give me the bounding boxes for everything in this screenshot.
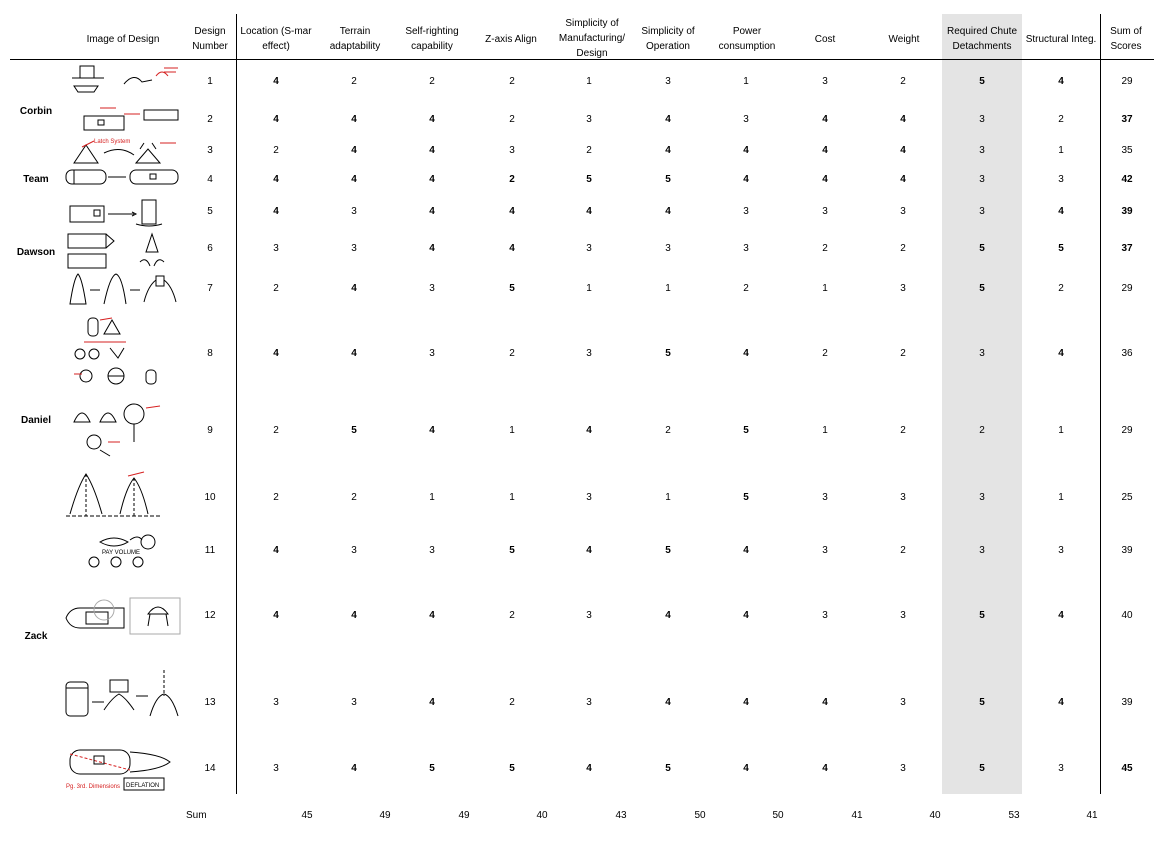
score-cell-structural: 3 bbox=[1058, 545, 1064, 556]
score-cell-simplicity-operation: 5 bbox=[665, 763, 671, 774]
score-cell-self-righting: 4 bbox=[429, 425, 435, 436]
score-cell-location: 2 bbox=[273, 425, 279, 436]
score-cell-chute: 3 bbox=[979, 174, 985, 185]
header-image: Image of Design bbox=[86, 34, 160, 45]
score-cell-z-axis: 5 bbox=[509, 283, 515, 294]
score-cell-chute: 5 bbox=[979, 76, 985, 87]
svg-text:Pg. 3rd. Dimensions: Pg. 3rd. Dimensions bbox=[66, 784, 121, 790]
score-cell-simplicity-operation: 4 bbox=[665, 114, 671, 125]
score-cell-cost: 3 bbox=[822, 76, 828, 87]
score-cell-power: 4 bbox=[743, 545, 749, 556]
score-cell-z-axis: 5 bbox=[509, 763, 515, 774]
svg-text:Latch System: Latch System bbox=[94, 139, 131, 145]
header-rule bbox=[10, 59, 1154, 60]
score-cell-sum-of-scores: 29 bbox=[1121, 283, 1133, 294]
score-cell-simplicity-manufacturing: 3 bbox=[586, 610, 592, 621]
score-cell-weight: 3 bbox=[900, 206, 906, 217]
design-number-cell: 6 bbox=[207, 243, 213, 254]
score-cell-weight: 2 bbox=[900, 425, 906, 436]
score-cell-cost: 2 bbox=[822, 348, 828, 359]
design-sketch-1 bbox=[64, 62, 184, 94]
score-cell-self-righting: 4 bbox=[429, 145, 435, 156]
score-cell-power: 4 bbox=[743, 763, 749, 774]
score-cell-power: 2 bbox=[743, 283, 749, 294]
header-simplicity-manufacturing: Simplicity of Manufacturing/ Design bbox=[558, 18, 626, 59]
score-cell-cost: 3 bbox=[822, 492, 828, 503]
svg-text:PAY VOLUME: PAY VOLUME bbox=[102, 550, 141, 556]
score-cell-structural: 4 bbox=[1058, 206, 1064, 217]
score-cell-power: 5 bbox=[743, 492, 749, 503]
score-cell-simplicity-manufacturing: 1 bbox=[586, 76, 592, 87]
score-cell-weight: 3 bbox=[900, 697, 906, 708]
score-cell-sum-of-scores: 29 bbox=[1121, 76, 1133, 87]
score-cell-power: 3 bbox=[743, 243, 749, 254]
score-cell-sum-of-scores: 36 bbox=[1121, 348, 1133, 359]
score-cell-location: 3 bbox=[273, 697, 279, 708]
score-cell-sum-of-scores: 25 bbox=[1121, 492, 1133, 503]
score-cell-structural: 3 bbox=[1058, 174, 1064, 185]
score-cell-simplicity-operation: 4 bbox=[665, 697, 671, 708]
design-number-cell: 9 bbox=[207, 425, 213, 436]
score-cell-location: 3 bbox=[273, 763, 279, 774]
design-sketch-10 bbox=[64, 470, 184, 520]
score-cell-simplicity-operation: 5 bbox=[665, 174, 671, 185]
score-cell-simplicity-operation: 4 bbox=[665, 145, 671, 156]
score-cell-location: 2 bbox=[273, 283, 279, 294]
design-sketch-2 bbox=[64, 104, 184, 134]
score-cell-terrain: 4 bbox=[351, 348, 357, 359]
score-cell-cost: 4 bbox=[822, 763, 828, 774]
header-terrain: Terrain adaptability bbox=[329, 26, 381, 52]
score-cell-terrain: 3 bbox=[351, 206, 357, 217]
score-cell-power: 5 bbox=[743, 425, 749, 436]
score-cell-self-righting: 2 bbox=[429, 76, 435, 87]
score-cell-self-righting: 4 bbox=[429, 174, 435, 185]
header-chute: Required Chute Detachments bbox=[946, 26, 1018, 52]
score-cell-sum-of-scores: 40 bbox=[1121, 610, 1133, 621]
column-sum-power: 50 bbox=[772, 810, 784, 821]
score-cell-chute: 3 bbox=[979, 348, 985, 359]
score-cell-cost: 3 bbox=[822, 206, 828, 217]
header-simplicity-operation: Simplicity of Operation bbox=[641, 26, 695, 52]
score-cell-simplicity-manufacturing: 1 bbox=[586, 283, 592, 294]
score-cell-simplicity-manufacturing: 4 bbox=[586, 763, 592, 774]
score-cell-location: 4 bbox=[273, 348, 279, 359]
score-cell-terrain: 3 bbox=[351, 697, 357, 708]
score-cell-weight: 3 bbox=[900, 763, 906, 774]
score-cell-chute: 5 bbox=[979, 763, 985, 774]
score-cell-weight: 4 bbox=[900, 145, 906, 156]
score-cell-z-axis: 2 bbox=[509, 174, 515, 185]
score-cell-power: 4 bbox=[743, 697, 749, 708]
score-cell-chute: 3 bbox=[979, 492, 985, 503]
score-cell-simplicity-operation: 3 bbox=[665, 243, 671, 254]
group-label-team: Team bbox=[23, 174, 49, 185]
score-cell-structural: 4 bbox=[1058, 348, 1064, 359]
score-cell-terrain: 4 bbox=[351, 283, 357, 294]
score-cell-simplicity-operation: 5 bbox=[665, 545, 671, 556]
sum-row-label: Sum bbox=[186, 810, 207, 821]
score-cell-cost: 3 bbox=[822, 545, 828, 556]
header-sum-of-scores: Sum of Scores bbox=[1110, 26, 1142, 52]
score-cell-z-axis: 2 bbox=[509, 348, 515, 359]
score-cell-cost: 4 bbox=[822, 145, 828, 156]
design-number-cell: 5 bbox=[207, 206, 213, 217]
score-cell-simplicity-operation: 2 bbox=[665, 425, 671, 436]
score-cell-location: 4 bbox=[273, 76, 279, 87]
score-cell-location: 4 bbox=[273, 545, 279, 556]
score-cell-structural: 2 bbox=[1058, 283, 1064, 294]
score-cell-simplicity-manufacturing: 2 bbox=[586, 145, 592, 156]
score-cell-simplicity-manufacturing: 3 bbox=[586, 114, 592, 125]
column-sum-self-righting: 49 bbox=[458, 810, 470, 821]
group-label-daniel: Daniel bbox=[20, 415, 51, 426]
score-cell-self-righting: 4 bbox=[429, 243, 435, 254]
score-cell-sum-of-scores: 42 bbox=[1121, 174, 1133, 185]
design-number-cell: 1 bbox=[207, 76, 213, 87]
header-self-righting: Self-righting capability bbox=[405, 26, 459, 52]
column-sum-simplicity-operation: 50 bbox=[694, 810, 706, 821]
score-cell-structural: 3 bbox=[1058, 763, 1064, 774]
design-sketch-13 bbox=[64, 666, 184, 728]
score-cell-location: 2 bbox=[273, 492, 279, 503]
score-cell-chute: 3 bbox=[979, 145, 985, 156]
design-number-cell: 2 bbox=[207, 114, 213, 125]
score-cell-z-axis: 3 bbox=[509, 145, 515, 156]
score-cell-terrain: 4 bbox=[351, 763, 357, 774]
score-cell-structural: 1 bbox=[1058, 492, 1064, 503]
score-cell-cost: 3 bbox=[822, 610, 828, 621]
score-cell-cost: 4 bbox=[822, 114, 828, 125]
score-cell-z-axis: 2 bbox=[509, 610, 515, 621]
group-label-dawson: Dawson bbox=[16, 247, 56, 258]
design-sketch-5 bbox=[64, 198, 184, 228]
score-cell-terrain: 2 bbox=[351, 76, 357, 87]
score-cell-structural: 4 bbox=[1058, 76, 1064, 87]
score-cell-weight: 4 bbox=[900, 114, 906, 125]
score-cell-sum-of-scores: 37 bbox=[1121, 243, 1133, 254]
score-cell-simplicity-manufacturing: 3 bbox=[586, 243, 592, 254]
header-z-axis: Z-axis Align bbox=[485, 34, 537, 45]
design-number-cell: 10 bbox=[204, 492, 216, 503]
score-cell-chute: 5 bbox=[979, 243, 985, 254]
score-cell-structural: 4 bbox=[1058, 610, 1064, 621]
score-cell-self-righting: 3 bbox=[429, 545, 435, 556]
design-sketch-9 bbox=[64, 398, 184, 460]
divider-before-sum bbox=[1100, 14, 1101, 794]
group-label-corbin: Corbin bbox=[19, 106, 53, 117]
score-cell-terrain: 4 bbox=[351, 114, 357, 125]
design-number-cell: 7 bbox=[207, 283, 213, 294]
design-sketch-8 bbox=[64, 314, 184, 396]
divider-after-number bbox=[236, 14, 237, 794]
score-cell-terrain: 3 bbox=[351, 243, 357, 254]
design-number-cell: 4 bbox=[207, 174, 213, 185]
score-cell-self-righting: 4 bbox=[429, 114, 435, 125]
score-cell-chute: 5 bbox=[979, 610, 985, 621]
score-cell-simplicity-operation: 1 bbox=[665, 492, 671, 503]
score-cell-terrain: 2 bbox=[351, 492, 357, 503]
score-cell-sum-of-scores: 29 bbox=[1121, 425, 1133, 436]
header-structural: Structural Integ. bbox=[1025, 34, 1097, 45]
svg-text:DEFLATION: DEFLATION bbox=[126, 783, 160, 789]
design-sketch-7 bbox=[64, 272, 184, 308]
design-number-cell: 14 bbox=[204, 763, 216, 774]
score-cell-z-axis: 2 bbox=[509, 76, 515, 87]
score-cell-chute: 2 bbox=[979, 425, 985, 436]
score-cell-power: 4 bbox=[743, 145, 749, 156]
column-sum-weight: 40 bbox=[929, 810, 941, 821]
score-cell-weight: 2 bbox=[900, 545, 906, 556]
score-cell-simplicity-manufacturing: 3 bbox=[586, 697, 592, 708]
score-cell-simplicity-manufacturing: 5 bbox=[586, 174, 592, 185]
column-sum-cost: 41 bbox=[851, 810, 863, 821]
score-cell-z-axis: 1 bbox=[509, 492, 515, 503]
score-cell-chute: 5 bbox=[979, 283, 985, 294]
design-sketch-11 bbox=[64, 530, 184, 570]
score-cell-location: 4 bbox=[273, 114, 279, 125]
design-sketch-3 bbox=[64, 137, 184, 165]
score-cell-chute: 3 bbox=[979, 545, 985, 556]
score-cell-weight: 4 bbox=[900, 174, 906, 185]
column-sum-chute: 53 bbox=[1008, 810, 1020, 821]
score-cell-cost: 1 bbox=[822, 283, 828, 294]
score-cell-z-axis: 2 bbox=[509, 697, 515, 708]
column-sum-terrain: 49 bbox=[379, 810, 391, 821]
column-sum-location: 45 bbox=[301, 810, 313, 821]
column-sum-z-axis: 40 bbox=[536, 810, 548, 821]
score-cell-chute: 3 bbox=[979, 114, 985, 125]
score-cell-structural: 1 bbox=[1058, 425, 1064, 436]
score-cell-sum-of-scores: 39 bbox=[1121, 697, 1133, 708]
score-cell-terrain: 4 bbox=[351, 610, 357, 621]
score-cell-z-axis: 4 bbox=[509, 206, 515, 217]
score-cell-simplicity-operation: 5 bbox=[665, 348, 671, 359]
score-cell-power: 3 bbox=[743, 114, 749, 125]
score-cell-terrain: 4 bbox=[351, 174, 357, 185]
score-cell-terrain: 5 bbox=[351, 425, 357, 436]
score-cell-simplicity-manufacturing: 4 bbox=[586, 545, 592, 556]
score-cell-power: 4 bbox=[743, 174, 749, 185]
score-cell-weight: 2 bbox=[900, 76, 906, 87]
score-cell-sum-of-scores: 39 bbox=[1121, 206, 1133, 217]
header-design-number: Design Number bbox=[192, 26, 228, 52]
score-cell-structural: 5 bbox=[1058, 243, 1064, 254]
score-cell-location: 3 bbox=[273, 243, 279, 254]
score-cell-location: 4 bbox=[273, 206, 279, 217]
score-cell-weight: 3 bbox=[900, 283, 906, 294]
score-cell-power: 4 bbox=[743, 610, 749, 621]
score-cell-structural: 1 bbox=[1058, 145, 1064, 156]
score-cell-self-righting: 4 bbox=[429, 206, 435, 217]
score-cell-self-righting: 5 bbox=[429, 763, 435, 774]
design-sketch-12 bbox=[64, 596, 184, 640]
score-cell-power: 4 bbox=[743, 348, 749, 359]
score-cell-simplicity-manufacturing: 4 bbox=[586, 206, 592, 217]
score-cell-cost: 4 bbox=[822, 174, 828, 185]
score-cell-weight: 2 bbox=[900, 348, 906, 359]
design-sketch-6 bbox=[64, 232, 184, 270]
score-cell-location: 4 bbox=[273, 610, 279, 621]
score-cell-simplicity-operation: 1 bbox=[665, 283, 671, 294]
score-cell-self-righting: 1 bbox=[429, 492, 435, 503]
header-location: Location (S-mar effect) bbox=[240, 26, 312, 52]
score-cell-chute: 5 bbox=[979, 697, 985, 708]
score-cell-sum-of-scores: 37 bbox=[1121, 114, 1133, 125]
score-cell-sum-of-scores: 45 bbox=[1121, 763, 1133, 774]
score-cell-cost: 4 bbox=[822, 697, 828, 708]
design-sketch-4 bbox=[64, 166, 184, 188]
score-cell-self-righting: 3 bbox=[429, 283, 435, 294]
score-cell-terrain: 4 bbox=[351, 145, 357, 156]
score-cell-self-righting: 4 bbox=[429, 697, 435, 708]
score-cell-power: 3 bbox=[743, 206, 749, 217]
group-label-zack: Zack bbox=[24, 631, 48, 642]
header-weight: Weight bbox=[888, 34, 920, 45]
score-cell-sum-of-scores: 39 bbox=[1121, 545, 1133, 556]
score-cell-z-axis: 2 bbox=[509, 114, 515, 125]
score-cell-simplicity-manufacturing: 4 bbox=[586, 425, 592, 436]
score-cell-weight: 3 bbox=[900, 610, 906, 621]
score-cell-self-righting: 3 bbox=[429, 348, 435, 359]
column-sum-simplicity-manufacturing: 43 bbox=[615, 810, 627, 821]
score-cell-weight: 3 bbox=[900, 492, 906, 503]
design-number-cell: 13 bbox=[204, 697, 216, 708]
design-number-cell: 11 bbox=[204, 545, 216, 556]
chute-column-highlight bbox=[942, 14, 1022, 794]
score-cell-structural: 4 bbox=[1058, 697, 1064, 708]
score-cell-cost: 2 bbox=[822, 243, 828, 254]
column-sum-structural: 41 bbox=[1086, 810, 1098, 821]
score-cell-cost: 1 bbox=[822, 425, 828, 436]
score-cell-location: 2 bbox=[273, 145, 279, 156]
design-number-cell: 8 bbox=[207, 348, 213, 359]
score-cell-location: 4 bbox=[273, 174, 279, 185]
score-cell-terrain: 3 bbox=[351, 545, 357, 556]
design-number-cell: 12 bbox=[204, 610, 216, 621]
score-cell-simplicity-operation: 4 bbox=[665, 610, 671, 621]
score-cell-chute: 3 bbox=[979, 206, 985, 217]
header-cost: Cost bbox=[814, 34, 836, 45]
score-cell-simplicity-manufacturing: 3 bbox=[586, 348, 592, 359]
score-cell-z-axis: 5 bbox=[509, 545, 515, 556]
score-cell-structural: 2 bbox=[1058, 114, 1064, 125]
design-sketch-14 bbox=[64, 744, 184, 794]
score-cell-z-axis: 1 bbox=[509, 425, 515, 436]
score-cell-simplicity-operation: 3 bbox=[665, 76, 671, 87]
score-cell-self-righting: 4 bbox=[429, 610, 435, 621]
header-power: Power consumption bbox=[718, 26, 776, 52]
score-cell-sum-of-scores: 35 bbox=[1121, 145, 1133, 156]
score-cell-simplicity-operation: 4 bbox=[665, 206, 671, 217]
score-cell-power: 1 bbox=[743, 76, 749, 87]
score-cell-weight: 2 bbox=[900, 243, 906, 254]
score-cell-simplicity-manufacturing: 3 bbox=[586, 492, 592, 503]
design-number-cell: 3 bbox=[207, 145, 213, 156]
score-cell-z-axis: 4 bbox=[509, 243, 515, 254]
